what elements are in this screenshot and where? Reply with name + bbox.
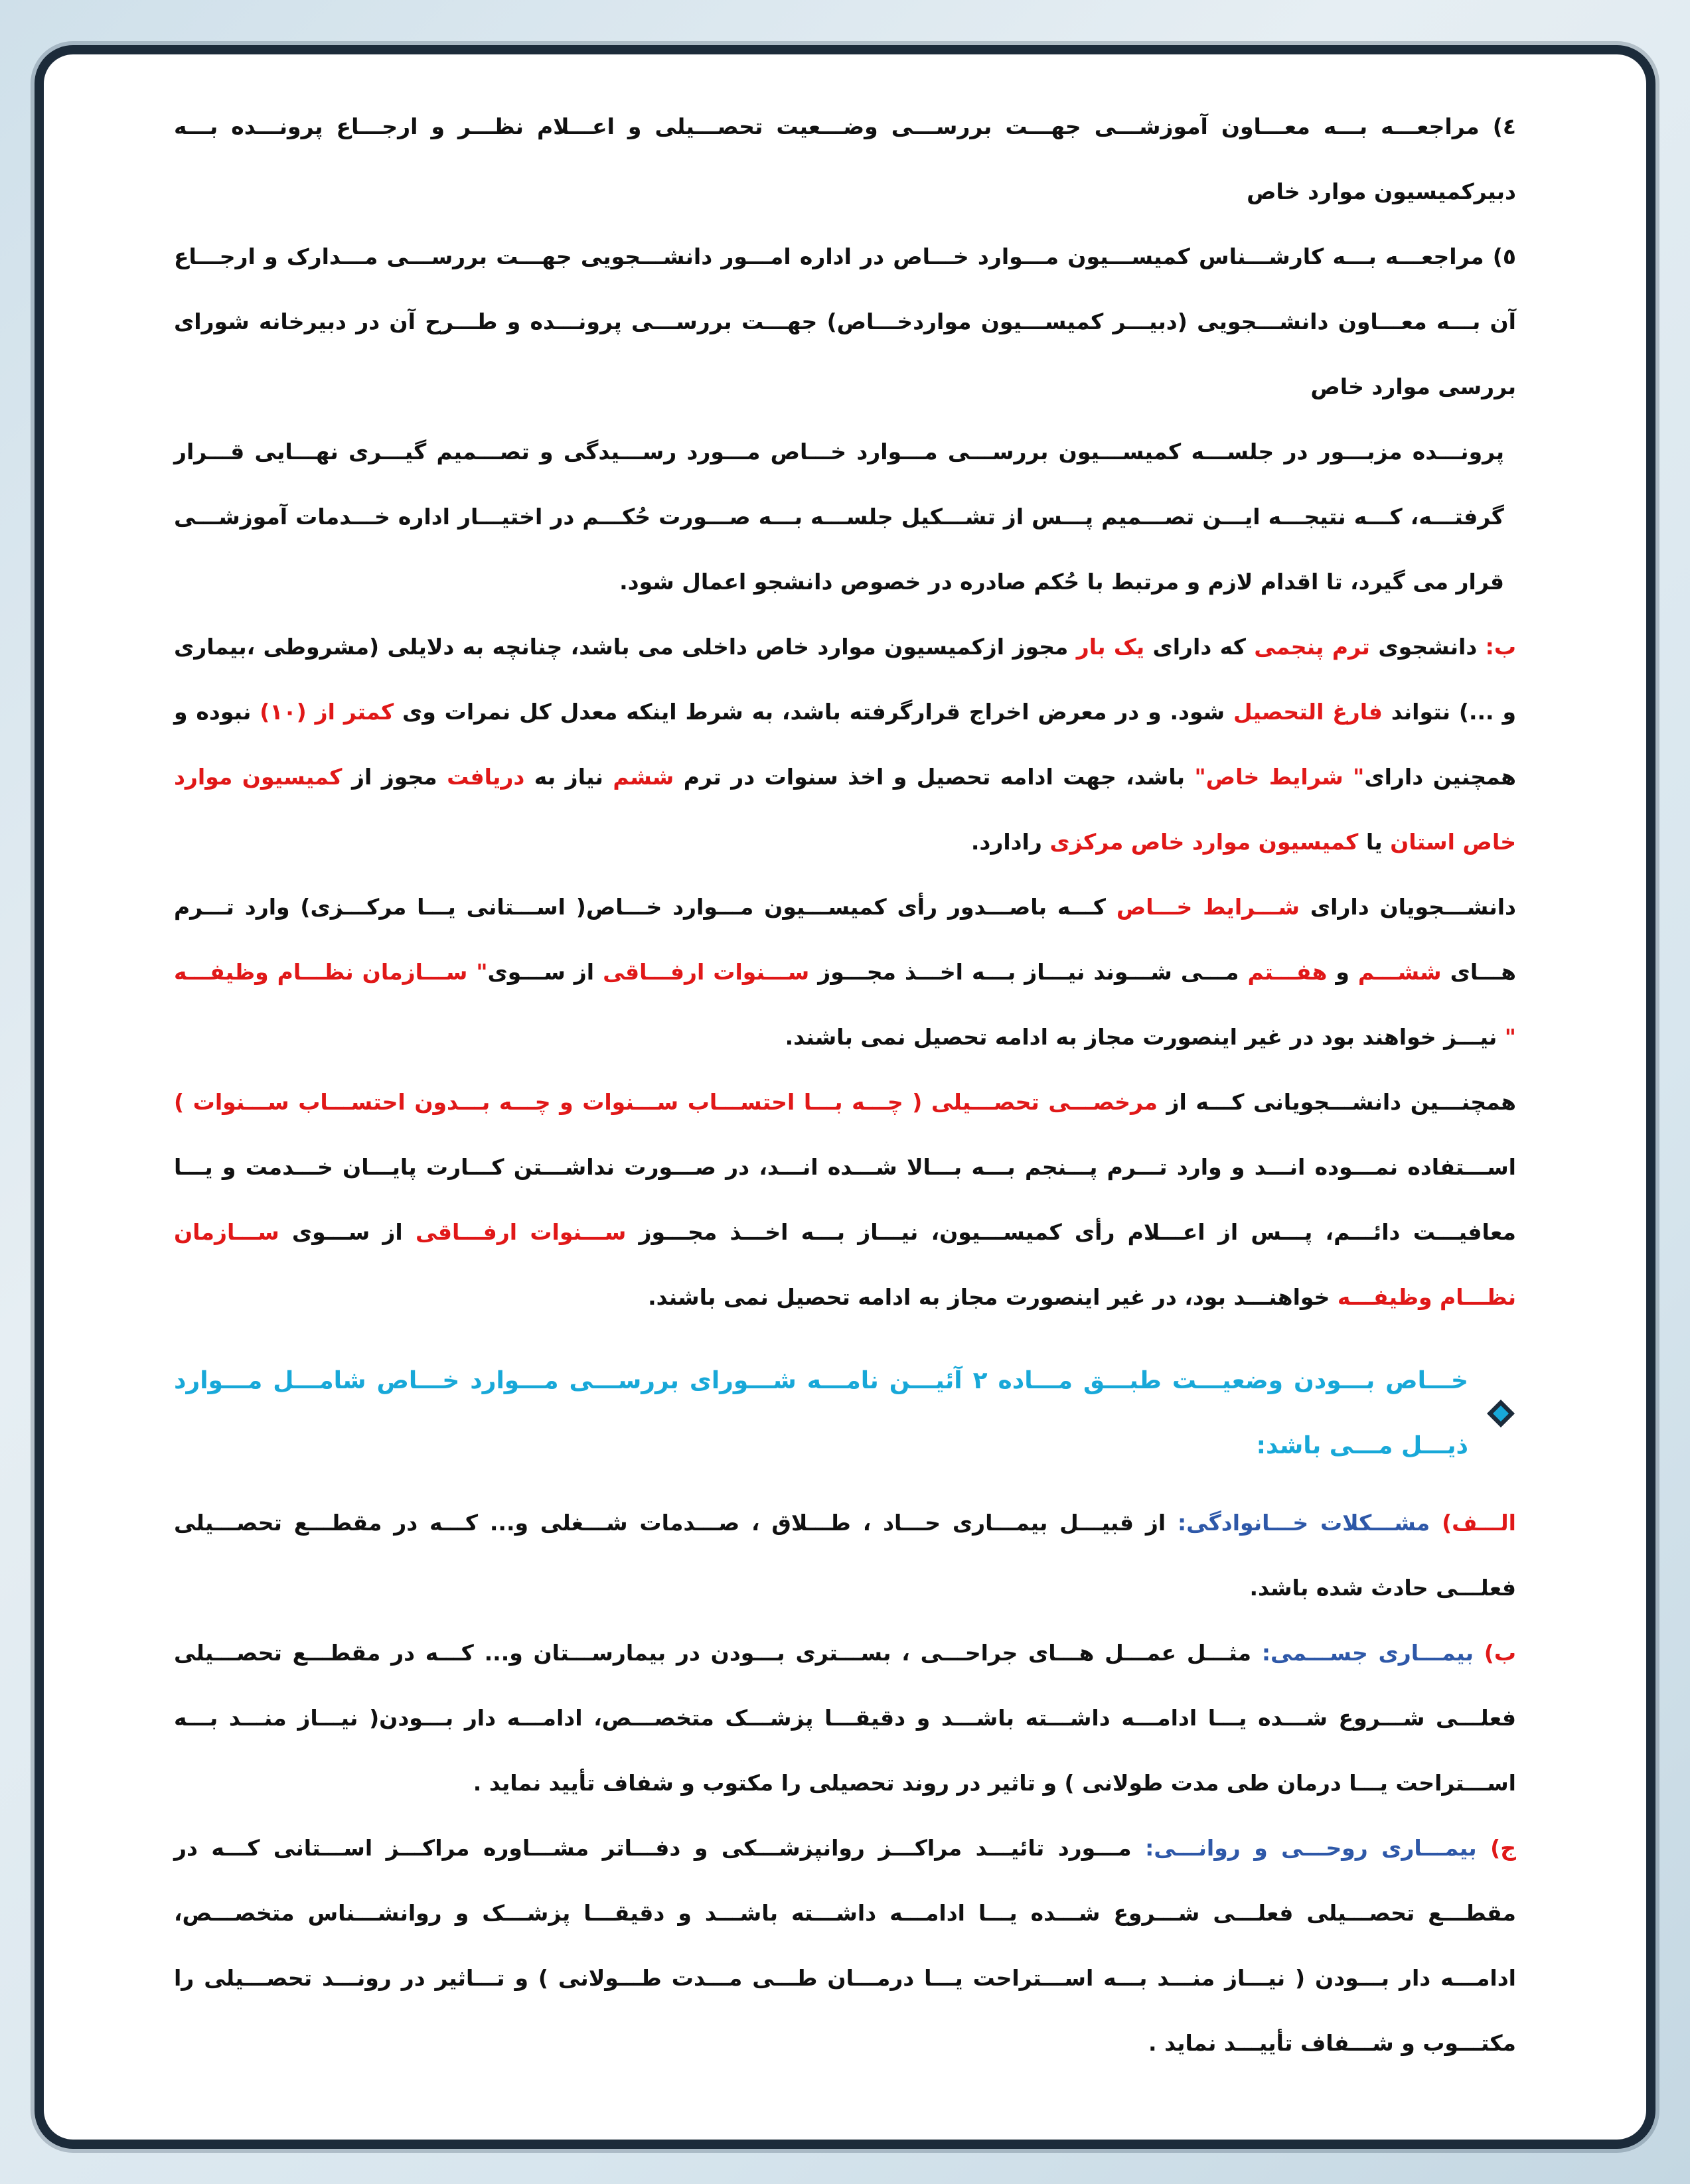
p4-segment: که دارای: [1144, 634, 1255, 660]
condition-alef: [174, 1491, 1516, 1621]
section-heading-text: خـــاص بـــودن وضعیـــت طبـــق مـــاده ٢ آئیـــن نامـــه شـــورای بررســـی مـــوارد خـــاص شامـــل مـــوارد ذیـــل مـــی باشد:: [174, 1367, 1468, 1459]
p5-segment: ســـنوات ارفـــاقی: [603, 959, 810, 985]
condition-be-text: مثـــل عمـــل هـــای جراحـــی ، بســـتری بـــودن در بیمارســـتان و... کـــه در مقطـــع تحصـــیلی فعلـــی شـــروع شـــده یـــا ادامـــه داشـــته باشـــد و دقیقـــا پزشـــک متخصـــص، ادامـــه دار بـــودن( نیـــاز منـــد بـــه اســـتراحت یـــا درمان طی مدت طولانی ) و تاثیر در روند تحصیلی را مکتوب و شفاف تأیید نماید .: [174, 1640, 1516, 1796]
condition-alef-name: مشـــکلات خـــانوادگی:: [1178, 1510, 1430, 1536]
paragraph-special-conditions-students: [174, 875, 1516, 1070]
p4-segment: " شرایط خاص": [1194, 764, 1365, 790]
p4-segment: کمیسیون موارد خاص مرکزی: [1049, 829, 1359, 855]
p5-segment: از ســـوی: [487, 959, 603, 985]
condition-alef-prefix: الـــف): [1442, 1510, 1516, 1536]
p3-segment: پرونـــده مزبـــور در جلســـه کمیســـیون بررســـی مـــوارد خـــاص مـــورد رســـیدگی و تصـــمیم گیـــری نهـــایی قـــرار گرفتـــه، کـــه نتیجـــه ایـــن تصـــمیم پـــس از تشـــکیل جلســـه بـــه صـــورت حُکـــم در اختیـــار اداره خـــدمات آموزشـــی قرار می گیرد، تا اقدام لازم و مرتبط با حُکم صادره در خصوص دانشجو اعمال شود.: [174, 439, 1504, 595]
page-frame: [35, 45, 1655, 2149]
condition-alef-text: از قبیـــل بیمـــاری حـــاد ، طـــلاق ، صـــدمات شـــغلی و... کـــه در مقطـــع تحصـــیلی فعلـــی حادث شده باشد.: [174, 1510, 1516, 1601]
p6-segment: ســـنوات ارفـــاقی: [415, 1219, 627, 1245]
p4-segment: رادارد.: [970, 829, 1050, 855]
condition-jim-text: مـــورد تائیـــد مراکـــز روانپزشـــکی و دفـــاتر مشـــاوره مراکـــز اســـتانی کـــه در مقطـــع تحصـــیلی فعلـــی شـــروع شـــده یـــا ادامـــه داشـــته باشـــد و دقیقـــا پزشـــک و روانشـــناس متخصـــص، ادامـــه دار بـــودن ( نیـــاز منـــد بـــه اســـتراحت یـــا درمـــان طـــی مـــدت طـــولانی ) و تـــاثیر در رونـــد تحصـــیلی را مکتـــوب و شـــفاف تأییـــد نماید .: [174, 1835, 1516, 2056]
p4-segment: کمتر از (١٠): [260, 699, 394, 725]
p5-segment: نیـــز خواهند بود در غیر اینصورت مجاز به ادامه تحصیل نمی باشند.: [785, 1024, 1505, 1050]
p6-segment: از ســـوی: [279, 1219, 416, 1245]
p5-segment: و: [1327, 959, 1358, 985]
p4-segment: یا: [1358, 829, 1391, 855]
p4-segment: کمیسیون موارد خاص استان: [174, 764, 1516, 855]
p4-segment: ب:: [1477, 634, 1517, 660]
condition-jim-prefix: ج): [1490, 1835, 1516, 1861]
paragraph-case-review: [174, 419, 1516, 615]
condition-be-prefix: ب): [1484, 1640, 1516, 1666]
condition-jim: [174, 1816, 1516, 2076]
document-body: [174, 94, 1516, 2076]
p5-segment: ششـــم: [1357, 959, 1442, 985]
section-heading: [174, 1348, 1516, 1479]
p6-segment: خواهنـــد بود، در غیر اینصورت مجاز به ادامه تحصیل نمی باشند.: [648, 1284, 1338, 1310]
paragraph-step-5: [174, 224, 1516, 419]
p4-segment: ششم: [613, 764, 674, 790]
p6-segment: ســـازمان نظـــام وظیفـــه: [174, 1219, 1516, 1310]
p4-segment: باشد، جهت ادامه تحصیل و اخذ سنوات در ترم: [674, 764, 1195, 790]
condition-be: [174, 1621, 1516, 1816]
p5-segment: کـــه باصـــدور رأی کمیســـیون مـــوارد خـــاص( اســـتانی یـــا مرکـــزی) وارد تـــرم هـــای: [174, 894, 1517, 985]
p4-segment: شود. و در معرض اخراج قرارگرفته باشد، به شرط اینکه معدل کل نمرات وی: [394, 699, 1233, 725]
p5-segment: دانشـــجویان دارای: [1299, 894, 1516, 920]
diamond-bullet-icon: [1486, 1398, 1516, 1429]
condition-be-name: بیمـــاری جســـمی:: [1261, 1640, 1474, 1666]
p6-segment: مرخصـــی تحصـــیلی ( چـــه بـــا احتســـاب ســـنوات و چـــه بـــدون احتســـاب ســـنوات ): [174, 1089, 1158, 1115]
p5-segment: مـــی شـــوند نیـــاز بـــه اخـــذ مجـــوز: [809, 959, 1248, 985]
paragraph-step-4: [174, 94, 1516, 224]
p4-segment: مجوز ازکمیسیون موارد خاص داخلی می باشد، چنانچه به دلایلی (مشروطی ،بیماری و ...) نتواند: [174, 634, 1516, 725]
p1-segment: ٤) مراجعـــه بـــه معـــاون آموزشـــی جهـــت بررســـی وضـــعیت تحصـــیلی و اعـــلام نظـــر و ارجـــاع پرونـــده بـــه دبیرکمیسیون موارد خاص: [174, 113, 1516, 204]
p4-segment: نیاز به: [524, 764, 613, 790]
p2-segment: ٥) مراجعـــه بـــه کارشـــناس کمیســـیون مـــوارد خـــاص در اداره امـــور دانشـــجویی جهـــت بررســـی مـــدارک و ارجـــاع آن بـــه معـــاون دانشـــجویی (دبیـــر کمیســـیون مواردخـــاص) جهـــت بررســـی پرونـــده و طـــرح آن در دبیرخانه شورای بررسی موارد خاص: [174, 244, 1516, 400]
p5-segment: شـــرایط خـــاص: [1116, 894, 1300, 920]
p4-segment: یک بار: [1076, 634, 1145, 660]
p4-segment: مجوز از: [342, 764, 447, 790]
p4-segment: فارغ التحصیل: [1233, 699, 1383, 725]
p5-segment: " ســـازمان نظـــام وظیفـــه ": [174, 959, 1516, 1050]
paragraph-clause-be: [174, 615, 1516, 875]
p6-segment: همچنـــین دانشـــجویانی کـــه از: [1157, 1089, 1516, 1115]
condition-jim-name: بیمـــاری روحـــی و روانـــی:: [1145, 1835, 1477, 1861]
paragraph-leave-students: [174, 1070, 1516, 1330]
p4-segment: دانشجوی: [1369, 634, 1478, 660]
p4-segment: نبوده و همچنین دارای: [174, 699, 1517, 790]
p6-segment: اســـتفاده نمـــوده انـــد و وارد تـــرم پـــنجم بـــه بـــالا شـــده انـــد، در صـــورت نداشـــتن کـــارت پایـــان خـــدمت و یـــا معافیـــت دائـــم، پـــس از اعـــلام رأی کمیســـیون، نیـــاز بـــه اخـــذ مجـــوز: [174, 1154, 1516, 1245]
p4-segment: ترم پنجمی: [1254, 634, 1370, 660]
p5-segment: هفـــتم: [1247, 959, 1328, 985]
p4-segment: دریافت: [447, 764, 525, 790]
